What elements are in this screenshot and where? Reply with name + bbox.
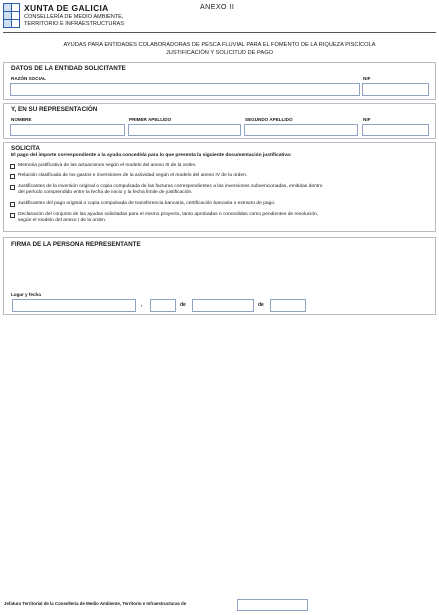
footer-territorial-field[interactable] xyxy=(237,599,308,611)
document-title: AYUDAS PARA ENTIDADES COLABORADORAS DE PESCA FLUVIAL PARA EL FOMENTO DE LA RIQUEZA PISCÍCOLA JUSTIFICACIÓN Y SOLICITUD DE PAGO xyxy=(63,42,376,56)
place-field[interactable] xyxy=(12,299,136,312)
request-checkbox-5[interactable] xyxy=(10,213,15,218)
request-item-5: Declaración del conjunto de las ayudas solicitadas para el mismo proyecto, tanto aprobadas o concedidas como pendientes de resolución, según el modelo del anexo I de la orden. xyxy=(18,212,319,224)
entity-nif-label: NIF xyxy=(363,76,371,81)
comma-separator: , xyxy=(141,302,143,308)
request-checkbox-1[interactable] xyxy=(10,164,15,169)
segundo-apellido-label: SEGUNDO APELLIDO xyxy=(245,117,293,122)
header-divider xyxy=(3,32,436,33)
razon-social-field[interactable] xyxy=(10,83,360,96)
request-item-2: Relación clasificada de los gastos e inversiones de la actividad según el modelo del anexo IV de la orden. xyxy=(18,173,248,178)
nombre-field[interactable] xyxy=(10,124,125,136)
representative-section xyxy=(3,103,436,139)
annex-label: ANEXO II xyxy=(200,4,235,11)
segundo-apellido-field[interactable] xyxy=(244,124,358,136)
razon-social-label: RAZÓN SOCIAL xyxy=(11,76,46,81)
year-field[interactable] xyxy=(270,299,306,312)
xunta-logo-icon xyxy=(3,3,20,28)
entity-section xyxy=(3,62,436,100)
request-checkbox-4[interactable] xyxy=(10,202,15,207)
footer-label: Jefatura Territorial de la Consellería de Medio Ambiente, Territorio e Infraestructuras de xyxy=(4,601,187,606)
entity-section-title: DATOS DE LA ENTIDAD SOLICITANTE xyxy=(11,65,126,72)
rep-nif-field[interactable] xyxy=(362,124,429,136)
request-section xyxy=(3,142,436,232)
request-item-4: Justificantes del pago original o copia compulsada de transferencia bancaria, certificación bancaria o extracto de pago. xyxy=(18,201,276,206)
de-separator-2: de xyxy=(258,302,264,308)
org-department: CONSELLERÍA DE MEDIO AMBIENTE, TERRITORIO E INFRAESTRUCTURAS xyxy=(24,14,124,27)
org-name: XUNTA DE GALICIA xyxy=(24,3,109,13)
day-field[interactable] xyxy=(150,299,176,312)
de-separator-1: de xyxy=(180,302,186,308)
month-field[interactable] xyxy=(192,299,254,312)
nombre-label: NOMBRE xyxy=(11,117,32,122)
primer-apellido-label: PRIMER APELLIDO xyxy=(129,117,172,122)
request-checkbox-3[interactable] xyxy=(10,185,15,190)
signature-section-title: FIRMA DE LA PERSONA REPRESENTANTE xyxy=(11,241,141,248)
entity-nif-field[interactable] xyxy=(362,83,429,96)
representative-section-title: Y, EN SU REPRESENTACIÓN xyxy=(11,106,98,113)
request-item-3: Justificantes de la inversión original o copia compulsada de las facturas correspondientes a las inversiones subvencionadas, emitidas dentro del período comprendido entre la fecha de inicio y la fecha límite de justificación. xyxy=(18,184,323,196)
request-intro: El pago del importe correspondiente a la ayuda concedida para lo que presenta la siguiente documentación justificativa: xyxy=(11,153,292,158)
signature-section xyxy=(3,237,436,315)
request-section-title: SOLICITA xyxy=(11,145,40,152)
request-checkbox-2[interactable] xyxy=(10,174,15,179)
primer-apellido-field[interactable] xyxy=(128,124,241,136)
place-date-label: Lugar y fecha xyxy=(11,292,41,297)
rep-nif-label: NIF xyxy=(363,117,371,122)
request-item-1: Memoria justificativa de las actuaciones según el modelo del anexo III de la orden. xyxy=(18,163,197,168)
